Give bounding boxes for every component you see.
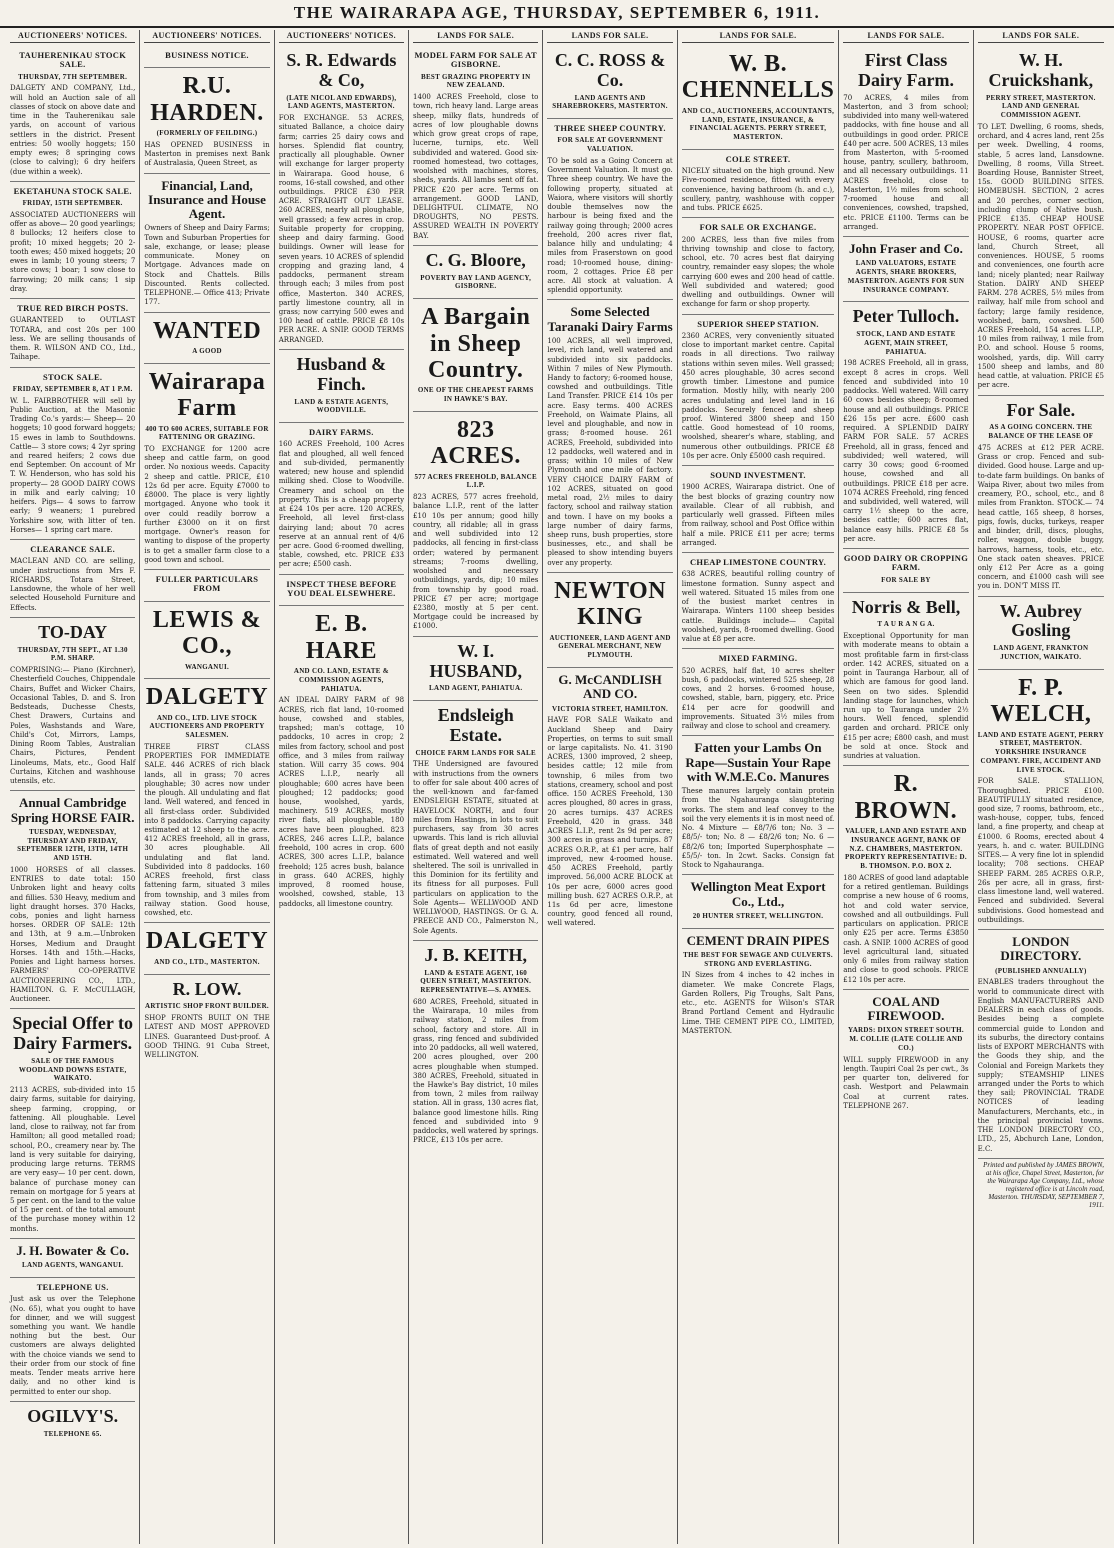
- advertisement: [10, 46, 135, 182]
- ad-title: C. G. Bloore,: [425, 249, 526, 270]
- column-heading: LANDS FOR SALE.: [682, 30, 835, 43]
- ad-title: STOCK SALE.: [42, 371, 103, 382]
- ad-body: HAVE FOR SALE Waikato and Auckland Sheep and Dairy Properties, on terms to suit small or large capitalists. No. 41. 3190 ACRES, 1300 improved, 2 sheep, besides cattle; 12 mile from township, 6 miles from two stations, creamery, school and post office. 150 ACRES Freehold, 130 acres ploughed, 80 acres in grass, 20 acres turnips. 437 ACRES Freehold, 420 in grass. 348 ACRES L.I.P., rent 2s 9d per acre; 300 acres in grass and turnips. 87 ACRES O.R.P., at £1 per acre, half improved, new 4-roomed house. 450 ACRES Freehold, partly improved. 56,000 ACRE BLOCK at 10s per acre, 6000 acres good milling bush. 627 ACRES O.R.P., at 11s 6d per acre, limestone country, good fenced all round, well watered.: [547, 716, 673, 928]
- advertisement: [413, 299, 538, 412]
- column-3: [275, 30, 409, 1544]
- ad-subtitle: VICTORIA STREET, HAMILTON.: [552, 704, 669, 713]
- advertisement: [279, 606, 404, 912]
- ad-title: W. B. CHENNELLS: [681, 51, 835, 104]
- advertisement: [413, 637, 538, 701]
- ad-subtitle: ARTISTIC SHOP FRONT BUILDER.: [145, 1002, 269, 1011]
- ad-subtitle: FRIDAY, 15TH SEPTEMBER.: [22, 199, 123, 208]
- ad-subtitle: AND CO. LAND, ESTATE & COMMISSION AGENTS, PAHIATUA.: [293, 667, 389, 693]
- ad-body: SHOP FRONTS BUILT ON THE LATEST AND MOST APPROVED LINES. Guaranteed Dust-proof. A GOOD THING. 91 Cuba Street, WELLINGTON.: [144, 1014, 270, 1059]
- ad-title: DALGETY: [145, 928, 269, 955]
- advertisement: [682, 649, 835, 736]
- advertisement: [843, 549, 968, 592]
- ad-body: 680 ACRES, Freehold, situated in the Wairarapa, 10 miles from railway station, 2 miles from school, factory and store. All in grass, ring fenced and subdivided into 20 paddocks, all well watered, 200 acres ploughed, over 200 acres ploughable when stumped. 380 ACRES, Freehold, situated in the Hawke's Bay district, 10 miles from town, 2 miles from railway station. All in grass, 130 acres flat, balance good limestone hills. Ring fenced and subdivided into 9 paddocks, well watered by springs. PRICE, £13 10s per acre.: [413, 997, 539, 1145]
- ad-subtitle: STOCK, LAND AND ESTATE AGENT, MAIN STREET, PAHIATUA.: [856, 330, 956, 356]
- ad-body: 70 ACRES, 4 miles from Masterton, and 3 from school; subdivided into many well-watered paddocks, with fine house and all outbuildings in good order. PRICE £40 per acre. 500 ACRES, 13 miles from Masterton, with 5-roomed house, pantry, scullery, bathroom, and all necessary outbuildings. 11 ACRES freehold, close to Masterton, 1½ miles from school; 7-roomed house and all conveniences, cowshed, trapshed, etc. PRICE £1100. Terms can be arranged.: [843, 93, 969, 231]
- advertisement: [10, 618, 135, 791]
- advertisement: [279, 575, 404, 607]
- advertisement: [978, 930, 1104, 1159]
- ad-subtitle: SALE OF THE FAMOUS WOODLAND DOWNS ESTATE, WAIKATO.: [18, 1056, 127, 1083]
- ad-body: 200 ACRES, less than five miles from thriving township and close to factory, school, etc. 70 acres best flat dairying country, remainder easy slopes; the whole carrying 600 ewes and 200 head of cattle. Well subdivided and watered; good dwelling and outbuildings. Owner will exchange for farm or shop property.: [681, 235, 835, 309]
- ad-body: 475 ACRES at £12 PER ACRE. Grass or crop. Fenced and sub-divided. Good house. Large and up-to-date farm buildings. On banks of Waipa River, about two miles from creamery, P.O., school, etc., and 8 miles from Frankton. STOCK.— 74 head cattle, 165 sheep, 8 horses, pigs, fowls, ducks, turkeys, reaper and binder, drill, discs, ploughs, roller, waggon, double buggy, harrows, harness, tools, etc., etc. One stack oaten sheaves. PRICE only £12 Per Acre as a going concern, and £1000 cash will see you in. DON'T MISS IT.: [977, 443, 1105, 591]
- ad-title: DAIRY FARMS.: [309, 427, 374, 438]
- advertisement: [547, 300, 672, 572]
- ad-subtitle: TUESDAY, WEDNESDAY, THURSDAY AND FRIDAY, SEPTEMBER 12TH, 13TH, 14TH AND 15TH.: [17, 827, 129, 863]
- ad-body: Exceptional Opportunity for man with moderate means to obtain a most profitable farm in first-class order. 142 ACRES, situated on a point in Tauranga Harbour, all of which are famous for good land. Seen on two sides. Splendid landing stage for launches, which run up to Tauranga under 2½ hours. Well fenced, splendid garden and orchard. PRICE only £15 per acre; £800 cash, and must be sold at once. Stock and sundries at valuation.: [843, 632, 969, 761]
- column-7: [839, 30, 973, 1544]
- advertisement: [682, 150, 835, 219]
- advertisement: [682, 553, 835, 649]
- advertisement: [547, 573, 672, 668]
- ad-title: Financial, Land, Insurance and House Agent.: [148, 177, 266, 222]
- advertisement: [10, 182, 135, 299]
- ad-title: TELEPHONE US.: [36, 1281, 109, 1292]
- ad-title: Fatten your Lambs On Rape—Sustain Your Rape with W.M.E.Co. Manures: [685, 740, 831, 784]
- ad-title: R. BROWN.: [854, 771, 958, 824]
- advertisement: [10, 791, 135, 1009]
- ad-title: SUPERIOR SHEEP STATION.: [697, 318, 819, 329]
- ad-body: FOR EXCHANGE. 53 ACRES, situated Ballance, a choice dairy farm; carries 25 dairy cows and horses. Splendid flat country, practically all ploughable. Owner will exchange for larger property in Wairarapa. Good house, 6 rooms, 16-stall cowshed, and other outbuildings. PRICE £30 PER ACRE. STRAIGHT OUT LEASE. 260 ACRES, nearly all ploughable, well grassed; a few acres in crop. Suitable property for cropping, sheep and dairy farming. Good buildings. Owner will lease for seven years. 10 ACRES of splendid cropping and grazing land, 4 paddocks, permanent stream through each; 3 miles from post office, Masterton. 340 ACRES, partly limestone country, all in grass; now carrying 500 ewes and 100 head of cattle. PRICE £8 10s PER ACRE. A SNIP. GOOD TERMS ARRANGED.: [278, 114, 405, 344]
- ad-subtitle: LAND & ESTATE AGENT, 160 QUEEN STREET, MASTERTON. REPRESENTATIVE—S. AYMES.: [420, 968, 532, 995]
- advertisement: [682, 218, 835, 314]
- ad-title: TRUE RED BIRCH POSTS.: [17, 302, 129, 313]
- ad-title: LONDON DIRECTORY.: [1000, 934, 1082, 964]
- ad-title: INSPECT THESE BEFORE YOU DEAL ELSEWHERE.: [286, 578, 397, 599]
- ad-subtitle: FOR SALE AT GOVERNMENT VALUATION.: [557, 136, 663, 154]
- column-5: [543, 30, 677, 1544]
- advertisement: [10, 1278, 135, 1402]
- advertisement: [682, 929, 835, 1040]
- advertisement: [413, 46, 538, 246]
- ad-title: S. R. Edwards & Co,: [286, 50, 397, 90]
- advertisement: [144, 679, 269, 923]
- ad-title: Annual Cambridge Spring HORSE FAIR.: [10, 795, 135, 825]
- ad-title: LEWIS & CO.,: [152, 606, 262, 660]
- ad-body: 198 ACRES Freehold, all in grass, except 8 acres in crops. Well fenced and subdivided into 10 paddocks. Well watered. Will carry 60 cows besides sheep; 8-roomed house and all outbuildings. PRICE £26 15s per acre. £600 cash required. A SPLENDID DAIRY FARM FOR SALE. 57 ACRES Freehold, all in grass, fenced and subdivided; well watered, will carry 30 cows; good 6-roomed house, cowshed and all outbuildings. PRICE £18 per acre. 1074 ACRES Freehold, ring fenced and subdivided, well watered, will carry 1½ sheep to the acre, besides cattle; 600 acres flat, balance easy hills. PRICE £8 5s per acre.: [843, 359, 969, 543]
- ad-title: G. McCANDLISH AND CO.: [558, 671, 662, 702]
- ad-title: R.U. HARDEN.: [150, 73, 264, 126]
- ad-subtitle: 400 TO 600 ACRES, SUITABLE FOR FATTENING OR GRAZING.: [145, 424, 269, 442]
- ad-body: TO LET. Dwelling, 6 rooms, sheds, orchard, and 4 acres land, rent 25s per week. Dwelling, 4 rooms, stable, 5 acres land, Lansdowne. Dwelling, 8 rooms, Villa Street. Boarding House, Bannister Street, 15s. GOOD BUILDING SITES. HOMEBUSH. SECTION, 2 acres and 20 perches, corner section, including clump of Native bush. PRICE £135. CHEAP HOUSE PROPERTY. NEAR POST OFFICE. HOUSE, 6 rooms, quarter acre land, Church Street, all conveniences. HOUSE, 5 rooms and conveniences, one fourth acre land; nicely planted; near Railway Station. DAIRY AND SHEEP FARM. 278 ACRES, 5½ miles from railway, half mile from school and factory; large family residence, woolshed, barn, cowshed. 500 ACRES Freehold, 154 acres L.I.P., 10 miles from railway, 1 mile from P.O. and school. House 5 rooms, woolshed, yards, dip. Will carry 1500 sheep and lambs, and 80 head cattle, at valuation. PRICE £5 per acre.: [977, 122, 1104, 390]
- ad-body: ENABLES traders throughout the world to communicate direct with English MANUFACTURERS AND DEALERS in each class of goods. Besides being a complete commercial guide to London and its suburbs, the directory contains lists of EXPORT MERCHANTS with the Goods they ship, and the Colonial and Foreign Markets they supply; STEAMSHIP LINES arranged under the Ports to which they sail; PROVINCIAL TRADE NOTICES of leading Manufacturers, Merchants, etc., in the principal provincial towns. THE LONDON DIRECTORY CO., LTD., 25, Abchurch Lane, London, E.C.: [977, 978, 1104, 1153]
- ad-subtitle: THURSDAY, 7TH SEPTEMBER.: [18, 72, 128, 81]
- ad-title: W. Aubrey Gosling: [999, 600, 1082, 641]
- column-4: [409, 30, 543, 1544]
- ad-title: WANTED: [152, 317, 262, 344]
- ad-body: 2113 ACRES, sub-divided into 15 dairy farms, suitable for dairying, sheep farming, cropping, or fattening. All ploughable. Level land, close to railway, not far from Hamilton; all good metalled road; school, P.O., creamery near by. The land is very suitable for dairying, producing large returns. TERMS are very easy— 10 per cent. down, balance of purchase money can remain on mortgage for 5 years at 5 per cent. on the land to the value of 15 per cent. of the total amount of the purchase money within 12 months.: [10, 1086, 136, 1233]
- ad-body: TO EXCHANGE for 1200 acre sheep and cattle farm, on good order. No noxious weeds. Capacity 2 sheep and cattle. PRICE, £10 12s 6d per acre. Equity £7000 to £8000. The place is very lightly mortgaged. Anyone who took it over could readily borrow a further £3000 on it on first mortgage. Owner's reason for wanting to dispose of the property is to get a smaller farm close to a good town and school.: [144, 445, 270, 564]
- ad-subtitle: FOR SALE BY: [881, 575, 931, 584]
- ad-body: TO be sold as a Going Concern at Government Valuation. It must go. Three sheep country. We have the following property, situated at Waiora, where visitors will shortly double themselves now the harbour is being fixed and the railway going through; 2000 acres freehold, 200 acres river flat, balance hilly and undulating; 4 miles from Fraserstown on good road; 10-roomed house, dining-room, 2 cottages. Price £8 per acre. All stock at valuation. A splendid opportunity.: [547, 156, 673, 295]
- advertisement: [144, 364, 269, 570]
- ad-title: Norris & Bell,: [851, 596, 961, 617]
- ad-title: Endsleigh Estate.: [437, 705, 514, 745]
- column-heading: LANDS FOR SALE.: [413, 30, 538, 43]
- ad-title: W. H. Cruickshank,: [988, 50, 1094, 90]
- advertisement: [279, 46, 404, 350]
- ad-subtitle: THURSDAY, 7TH SEPT., AT 1.30 P.M. SHARP.: [17, 645, 128, 663]
- column-heading: LANDS FOR SALE.: [547, 30, 672, 43]
- ad-title: GOOD DAIRY OR CROPPING FARM.: [843, 553, 969, 573]
- ad-title: A Bargain in Sheep Country.: [421, 304, 531, 384]
- ad-title: For Sale.: [1006, 399, 1076, 420]
- ad-title: THREE SHEEP COUNTRY.: [554, 123, 666, 134]
- ad-body: 160 ACRES Freehold, 100 Acres flat and ploughed, all well fenced and sub-divided, permanently watered; new house and splendid milking shed. Close to Woodville. Creamery and school on the property. This is a cheap property at £24 10s per acre. 120 ACRES, Freehold, all level first-class dairying land; about 70 acres reserve at an annual rent of 4/6 per acre. Good 6-roomed dwelling, stable, cowshed, etc. PRICE £33 per acre; £500 cash.: [278, 440, 405, 569]
- ad-subtitle: AUCTIONEER, LAND AGENT AND GENERAL MERCHANT, NEW PLYMOUTH.: [549, 633, 671, 660]
- column-heading: LANDS FOR SALE.: [978, 30, 1104, 43]
- ad-title: MODEL FARM FOR SALE AT GISBORNE.: [414, 50, 537, 70]
- advertisement: [144, 602, 269, 680]
- advertisement: [843, 593, 968, 767]
- ad-subtitle: ONE OF THE CHEAPEST FARMS IN HAWKE'S BAY.: [417, 386, 534, 404]
- ad-title: FULLER PARTICULARS FROM: [155, 574, 259, 594]
- ad-title: BUSINESS NOTICE.: [165, 50, 249, 60]
- ad-body: Owners of Sheep and Dairy Farms; Town and Suburban Properties for sale, exchange, or lease; please communicate. Money on Mortgage. Advances made on Stock and Chattels. Bills Discounted. Rents collected. TELEPHONE.— Office 413; Private 177.: [144, 224, 270, 307]
- ad-body: Just ask us over the Telephone (No. 65), what you ought to have for dinner, and we will suggest something you want. We handle nothing but the best. Our customers are always delighted with the choice viands we send to their order from our stock of fine meats. Tender meats arrive here daily, and no other kind is permitted to enter our shop.: [10, 1295, 136, 1396]
- ad-body: 823 ACRES, 577 acres freehold, balance L.I.P., rent of the latter £10 10s per annum; good hilly country, all ridable; all in grass and well subdivided into 12 paddocks, all fencing in first-class order; watered by permanent streams; 7-rooms dwelling, woolshed and necessary outbuildings, yards, dip; 10 miles from township by good road. PRICE £7 per acre; mortgage £2380, mostly at 5 per cent. Mortgage could be increased by £1000.: [413, 493, 539, 631]
- advertisement: [279, 423, 404, 575]
- advertisement: [843, 46, 968, 237]
- ad-subtitle: LAND AGENTS AND SHAREBROKERS, MASTERTON.: [552, 93, 668, 111]
- advertisement: [144, 570, 269, 602]
- ad-subtitle: LAND AGENT, FRANKTON JUNCTION, WAIKATO.: [993, 644, 1089, 662]
- advertisement: [144, 68, 269, 173]
- advertisement: [10, 540, 135, 618]
- advertisement: [413, 412, 538, 637]
- ad-title: John Fraser and Co.: [849, 241, 963, 257]
- ad-title: Some Selected Taranaki Dairy Farms: [547, 304, 673, 334]
- ad-subtitle: WANGANUI.: [184, 662, 230, 671]
- ad-title: CEMENT DRAIN PIPES: [686, 932, 830, 948]
- ad-body: 1000 HORSES of all classes. ENTRIES to date total: 150 Unbroken light and heavy colts and fillies. 530 Heavy, medium and light draught horses. 370 Hacks, cobs, ponies and light harness horses. ORDER OF SALE: 12th and 13th, at 9 a.m.—Unbroken Horses, Medium and Draught Horses. 14th and 15th.—Hacks, Ponies and Light harness horses. FARMERS' CO-OPERATIVE AUCTIONEERING CO., LTD., HAMILTON. G. F. McCULLAGH, Auctioneer.: [10, 865, 136, 1004]
- column-2: [140, 30, 274, 1544]
- ad-title: EKETAHUNA STOCK SALE.: [13, 185, 132, 196]
- ad-body: MACLEAN AND CO. are selling, under instructions from Mrs F. RICHARDS, Totara Street, Lansdowne, the whole of her well selected Household Furniture and Effects.: [10, 557, 136, 612]
- column-heading: AUCTIONEERS' NOTICES.: [10, 30, 135, 43]
- advertisement: [682, 875, 835, 928]
- ad-subtitle: LAND AGENTS, WANGANUI.: [21, 1261, 124, 1270]
- advertisement: [413, 701, 538, 941]
- ad-subtitle: FRIDAY, SEPTEMBER 8, AT 1 P.M.: [12, 384, 133, 393]
- ad-title: Peter Tulloch.: [852, 306, 960, 327]
- advertisement: [10, 368, 135, 541]
- advertisement: [547, 46, 672, 119]
- ad-title: C. C. ROSS & Co.: [554, 50, 666, 90]
- advertisement: [843, 990, 968, 1115]
- ad-subtitle: LAND AGENT, PAHIATUA.: [429, 684, 523, 693]
- ad-body: 1400 ACRES Freehold, close to town, rich heavy land. Large areas sheep, milky flats, hundreds of acres of low ploughable downs which grow great crops of rape, lucerne, turnips, etc. Well subdivided and watered. Good six-roomed homestead, two cottages, woolshed with machines, stores, sheds, yards. All lambs sent off fat. PRICE £20 per acre. Terms on arrangement. GOOD LAND, DELIGHTFUL CLIMATE, NO DROUGHTS, NO PESTS. ASSURED WEALTH IN POVERTY BAY.: [413, 93, 539, 240]
- ad-body: 638 ACRES, beautiful rolling country of limestone formation. Sunny aspect and well watered. Situated 15 miles from one of the busiest market centres in Wairarapa. Winters 1100 sheep besides cattle. Buildings include— Capital woolshed, yards, 8-roomed dwelling. Good value at £8 per acre.: [681, 570, 835, 644]
- ad-body: THREE FIRST CLASS PROPERTIES FOR IMMEDIATE SALE. 446 ACRES of rich black lands, all in grass; 70 acres ploughable; 30 acres now under the plough. All undulating and flat land. Well watered, and fenced in all first-class order. Subdivided into 8 paddocks. Carrying capacity estimated at 12 sheep to the acre. 412 ACRES freehold, all in grass, 30 acres ploughable. All undulating and flat land. Subdivided into 8 paddocks. 160 ACRES freehold, first class fattening farm, situated 3 miles from township, and 3 miles from railway station. Good house, cowshed, etc.: [144, 742, 270, 918]
- column-6: [678, 30, 840, 1544]
- advertisement: [547, 668, 672, 933]
- ad-subtitle: A GOOD: [192, 346, 222, 355]
- ad-body: 180 ACRES of good land adaptable for a retired gentleman. Buildings comprise a new house of 6 rooms, hot and cold water service, cowshed and all outbuildings. Full particulars on application. PRICE only £25 per acre. Terms £3850 cash. A SNIP. 1000 ACRES of good level agricultural land, situated only 6 miles from railway station and close to good schools. PRICE £12 10s per acre.: [843, 873, 969, 984]
- advertisement: [843, 766, 968, 989]
- ad-subtitle: TELEPHONE 65.: [43, 1429, 102, 1438]
- advertisement: [144, 975, 269, 1065]
- ad-body: NICELY situated on the high ground. New Five-roomed residence, fitted with every convenience, having bathroom (h. and c.), scullery, pantry, washhouse with copper and tubs. PRICE £625.: [681, 167, 835, 213]
- advertisement: [682, 46, 835, 150]
- ad-subtitle: THE BEST FOR SEWAGE AND CULVERTS. STRONG AND EVERLASTING.: [683, 950, 833, 968]
- ad-body: HAS OPENED BUSINESS in Masterton in premises next Bank of Australasia, Queen Street, as: [144, 140, 270, 168]
- advertisement: [144, 174, 269, 313]
- column-heading: AUCTIONEERS' NOTICES.: [279, 30, 404, 43]
- advertisement: [682, 315, 835, 467]
- ad-subtitle: VALUER, LAND AND ESTATE AND INSURANCE AGENT, BANK OF N.Z. CHAMBERS, MASTERTON. PROPERTY REPRESENTATIVE: D. B. THOMSON. P.O. BOX 2.: [845, 827, 967, 871]
- ad-title: TO-DAY: [38, 621, 108, 642]
- advertisement: [10, 1009, 135, 1239]
- advertisement: [843, 237, 968, 302]
- ad-title: TAUHERENIKAU STOCK SALE.: [19, 50, 127, 70]
- advertisement: [682, 466, 835, 553]
- ad-body: AN IDEAL DAIRY FARM of 98 ACRES, rich flat land, 10-roomed house, cowshed and stables, trapshed; man's cottage, 10 paddocks, 10 acres in crop; 2 miles from factory, school and post office, and 3 miles from railway station. Will carry 35 cows. 904 ACRES L.I.P., nearly all ploughable; 600 acres have been ploughed; 12 paddocks; good house, woolshed, yards, machinery. 519 ACRES, mostly river flats, all ploughable, 180 acres have been ploughed. 823 ACRES, 246 acres L.I.P., balance freehold, 100 acres in crop. 600 ACRES, 300 acres L.I.P., balance freehold; 125 acres bush, balance in grass. 640 ACRES, highly improved, 8 roomed house, woolshed, cowshed, stable, 13 paddocks, all limestone country.: [278, 696, 405, 908]
- ad-body: W. L. FAIRBROTHER will sell by Public Auction, at the Masonic Trading Co.'s yards:— Sheep— 20 hoggets; 10 good forward hoggets; 15 ewes in lamb to Southdowns. Cattle— 3 store cows; 4 2yr spring and reared heifers; 2 cows due end September. On account of Mr T. W. Henderson, who has sold his property— 28 GOOD DAIRY COWS in milk and early calving; 10 heifers. Pigs— 4 sows to farrow early; 9 weaners; 1 purebred Yorkshire sow, with litter of ten. Horses— 1 spring cart mare.: [10, 396, 136, 534]
- ad-body: 520 ACRES, half flat, 10 acres shelter bush, 6 paddocks, wintered 525 sheep, 28 cows, and 2 horses. 6-roomed house, cowshed, stable, barn, piggery, etc. Price £14 per acre for goodwill and improvements. Situated 3½ miles from railway and close to school and creamery.: [681, 666, 835, 731]
- advertisement: [978, 46, 1104, 396]
- ad-title: Husband & Finch.: [296, 353, 387, 394]
- advertisement: [10, 1402, 135, 1446]
- advertisement: [279, 350, 404, 423]
- ad-title: R. LOW.: [172, 978, 242, 999]
- ad-body: GUARANTEED to OUTLAST TOTARA, and cost 20s per 100 less. We are selling thousands of them. R. WILSON AND CO., Ltd., Taihape.: [10, 316, 136, 362]
- ad-subtitle: AND CO., LTD. LIVE STOCK AUCTIONEERS AND PROPERTY SALESMEN.: [149, 713, 265, 740]
- ad-subtitle: PERRY STREET, MASTERTON. LAND AND GENERAL COMMISSION AGENT.: [985, 93, 1096, 120]
- ad-title: COLE STREET.: [725, 153, 791, 164]
- ad-subtitle: T A U R A N G A.: [877, 620, 935, 629]
- ad-title: NEWTON KING: [554, 577, 667, 631]
- ad-subtitle: 20 HUNTER STREET, WELLINGTON.: [692, 911, 824, 920]
- ad-title: CHEAP LIMESTONE COUNTRY.: [689, 557, 827, 568]
- column-8: [974, 30, 1108, 1544]
- ad-title: OGILVY'S.: [27, 1405, 119, 1426]
- advertisement: [682, 736, 835, 875]
- column-1: [6, 30, 140, 1544]
- ad-body: 100 ACRES, all well improved, level, rich land, well watered and subdivided into six paddocks. Within 7 miles of New Plymouth. Handy to factory; 6-roomed house, cowshed and outbuildings. Title Land Transfer. PRICE £14 10s per acre. Easy terms. 400 ACRES Freehold, on Waimate Plains, all level and ploughable, and now in grass; 8-roomed house. 261 ACRES, Freehold, subdivided into 12 paddocks, well watered and in grass; within 10 miles of New Plymouth and one mile of factory. VERY CHOICE DAIRY FARM of 102 ACRES, situated on good metal road, 2½ miles to dairy factory, school and railway station and town. I have on my books a large number of dairy farms, sheep runs, bush properties, store businesses, etc., and shall be pleased to show intending buyers over any property.: [547, 337, 673, 567]
- advertisement: [10, 299, 135, 368]
- ad-subtitle: LAND VALUATORS, ESTATE AGENTS, SHARE BROKERS, MASTERTON. AGENTS FOR SUN INSURANCE COMPANY.: [847, 259, 965, 294]
- ad-title: Special Offer to Dairy Farmers.: [12, 1013, 133, 1054]
- ad-subtitle: 577 ACRES FREEHOLD, BALANCE L.I.P.: [414, 472, 537, 490]
- advertisement: [413, 941, 538, 1150]
- advertisement: [978, 670, 1104, 930]
- ad-subtitle: (LATE NICOL AND EDWARDS), LAND AGENTS, MASTERTON.: [286, 93, 397, 111]
- advertisement: [978, 597, 1104, 670]
- advertisement: [978, 396, 1104, 597]
- ad-body: ASSOCIATED AUCTIONEERS will offer as above— 20 good yearlings; 8 bullocks; 12 heifers close to profit; 10 mixed heggets; 20 2-tooth ewes; 450 mixed hoggets; 20 ewes in lamb; 10 young steers; 7 store cows; 1 boar; 1 sow close to farrowing; 20 milk cans; 1 sip dray.: [10, 210, 136, 293]
- ad-title: MIXED FARMING.: [718, 653, 798, 664]
- ad-title: CLEARANCE SALE.: [30, 544, 116, 555]
- ad-title: DALGETY: [145, 684, 269, 711]
- ad-body: 1900 ACRES, Wairarapa district. One of the best blocks of grazing country now available. Clear of all rubbish, and particularly well grassed. Fifteen miles from railway, school and Post Office within half a mile. PRICE £11 per acre; terms arranged.: [681, 483, 835, 547]
- ad-body: 2360 ACRES, very conveniently situated close to important market centre. Capital roads in all directions. Two railway stations within seven miles. Well grassed; 450 acres ploughable, 30 acres second growth timber. Limestone and pumice formation. Mostly hilly, with nearly 200 acres undulating and level land in 16 paddocks. Securely fenced and sheep proof. Wintered 3800 sheep and 150 cattle. Good homestead of 10 rooms, woolshed, shearer's whare, stabling, and numerous other outbuildings. PRICE £8 10s per acre. Only £5000 cash required.: [681, 331, 835, 460]
- ad-body: WILL supply FIREWOOD in any length. Taupiri Coal 2s per cwt., 3s per quarter ton, delivered for cash. Westport and Pelawmain Coal at current rates. TELEPHONE 267.: [843, 1055, 969, 1110]
- ad-subtitle: POVERTY BAY LAND AGENCY, GISBORNE.: [420, 273, 532, 291]
- advertisement: [413, 246, 538, 299]
- ad-body: These manures largely contain protein from the Ngahauranga slaughtering works. The stem and leaf convey to the soil the very elements it is in most need of. No. 4 Mixture — £8/7/6 ton; No. 3 — £8/5/- ton; No. 8 — £8/2/6 ton; No. 6 — £8/2/6 ton; Imported Superphosphate — £5/5/- ton. In 2cwt. Sacks. Consign fat Stock to Ngahauranga.: [681, 787, 835, 870]
- ad-body: DALGETY AND COMPANY, Ltd., will hold an Auction sale of all classes of stock on above date and time in the Tauherenikau sale yards, on account of various settlers in the district. Present entries: 50 woolly hoggets; 150 empty ewes; 8 springing cows (close to calving); 6 dry heifers (due within a week).: [10, 84, 136, 176]
- ad-title: F. P. WELCH,: [990, 674, 1092, 728]
- advertisement: [843, 302, 968, 549]
- ad-subtitle: LAND AND ESTATE AGENT, PERRY STREET, MASTERTON. YORKSHIRE INSURANCE COMPANY. FIRE, ACCIDENT AND LIVE STOCK.: [977, 730, 1104, 774]
- ad-subtitle: AND CO., AUCTIONEERS, ACCOUNTANTS, LAND, ESTATE, INSURANCE, & FINANCIAL AGENTS. PERRY STREET, MASTERTON.: [681, 106, 835, 142]
- ad-subtitle: CHOICE FARM LANDS FOR SALE: [415, 748, 536, 757]
- advertisement: [10, 1239, 135, 1278]
- ad-subtitle: AND CO., LTD., MASTERTON.: [154, 957, 260, 966]
- ad-body: COMPRISING:— Piano (Kirchner), Chesterfield Couches, Chippendale Chairs, Buffet and Wicker Chairs, Occasional Tables, D. and S. Iron Bedsteads, Duchesse Chests, Chest Drawers, Curtains and Poles, Washstands and Ware, Child's Cot, Mirrors, Lamps, Dining Room Tables, Australian Chairs, Pictures, Pendent Linoleums, Mats, etc., Good Half Curtains, Kitchen and washhouse utensils, etc.: [10, 666, 136, 785]
- ad-body: IN Sizes from 4 inches to 42 inches in diameter. We make Concrete Flags, Garden Rollers, Pig Troughs, Salt Pans, etc., etc. AGENTS for Wilson's STAR Brand Portland Cement and Hydraulic Lime. THE CEMENT PIPE CO., LIMITED, MASTERTON.: [681, 971, 835, 1035]
- ad-title: FOR SALE OR EXCHANGE.: [699, 222, 817, 233]
- ad-subtitle: (FORMERLY OF FEILDING.): [156, 129, 258, 138]
- ad-title: 823 ACRES.: [430, 416, 521, 470]
- masthead: THE WAIRARAPA AGE, THURSDAY, SEPTEMBER 6, 1911.: [0, 0, 1114, 28]
- ad-subtitle: AS A GOING CONCERN. THE BALANCE OF THE LEASE OF: [988, 423, 1094, 441]
- ad-subtitle: YARDS: DIXON STREET SOUTH. M. COLLIE (LATE COLLIE AND CO.): [847, 1026, 964, 1052]
- ad-subtitle: (PUBLISHED ANNUALLY): [995, 966, 1087, 975]
- column-heading: LANDS FOR SALE.: [843, 30, 968, 43]
- advertisement: [144, 46, 269, 68]
- ad-title: E. B. HARE: [305, 611, 378, 664]
- ad-subtitle: LAND & ESTATE AGENTS, WOODVILLE.: [294, 397, 389, 415]
- ad-title: W. I. HUSBAND,: [429, 640, 522, 681]
- ad-body: THE Undersigned are favoured with instructions from the owners to offer for sale about 400 acres of the well-known and far-famed ENDSLEIGH ESTATE, situated at HAVELOCK NORTH, and four miles from Hastings, in lots to suit purchasers, say from 30 acres upwards. This land is rich alluvial flats of great depth and not easily estimated. Well watered and well sheltered. The soil is unrivalled in this Dominion for its fertility and its fitness for all purposes. Full particulars on application to the Sole Agents— WELLWOOD AND WELLWOOD, HASTINGS. Or G. A. PREECE AND CO., Palmerston N., Sole Agents.: [413, 760, 539, 935]
- advertisement: [547, 119, 672, 300]
- ad-title: SOUND INVESTMENT.: [710, 470, 806, 481]
- ad-title: J. B. KEITH,: [424, 944, 527, 965]
- advertisement: [144, 313, 269, 364]
- columns: [6, 30, 1108, 1544]
- ad-title: J. H. Bowater & Co.: [16, 1242, 130, 1258]
- ad-title: COAL AND FIREWOOD.: [867, 993, 945, 1024]
- ad-body: FOR SALE. STALLION, Thoroughbred. PRICE £100. BEAUTIFULLY situated residence, good size, 7 rooms, bathroom, etc., wash-house, copper, tubs, fenced land, a fine property, and cheap at £1000. 6 Rooms, erected about 4 years, h. and c. water. BUILDING SITES.— A very fine lot in splendid locality; 708 sections. CHEAP SHEEP FARM. 285 ACRES O.R.P., 26s per acre, all in grass, first-class limestone land, well watered. Fenced and subdivided. Several subdivisions. Good homestead and outbuildings.: [977, 777, 1104, 924]
- ad-title: Wairarapa Farm: [148, 368, 266, 422]
- advertisement: [144, 923, 269, 974]
- ad-title: Wellington Meat Export Co., Ltd.,: [690, 879, 826, 909]
- column-heading: AUCTIONEERS' NOTICES.: [144, 30, 269, 43]
- ad-title: First Class Dairy Farm.: [857, 50, 954, 90]
- printer-imprint: Printed and published by JAMES BROWN, at his office, Chapel Street, Masterton, for the Wairarapa Age Company, Ltd., whose registered office is at Lincoln road, Masterton. THURSDAY, SEPTEMBER 7, 1911.: [983, 1160, 1104, 1209]
- ad-subtitle: BEST GRAZING PROPERTY IN NEW ZEALAND.: [420, 72, 531, 90]
